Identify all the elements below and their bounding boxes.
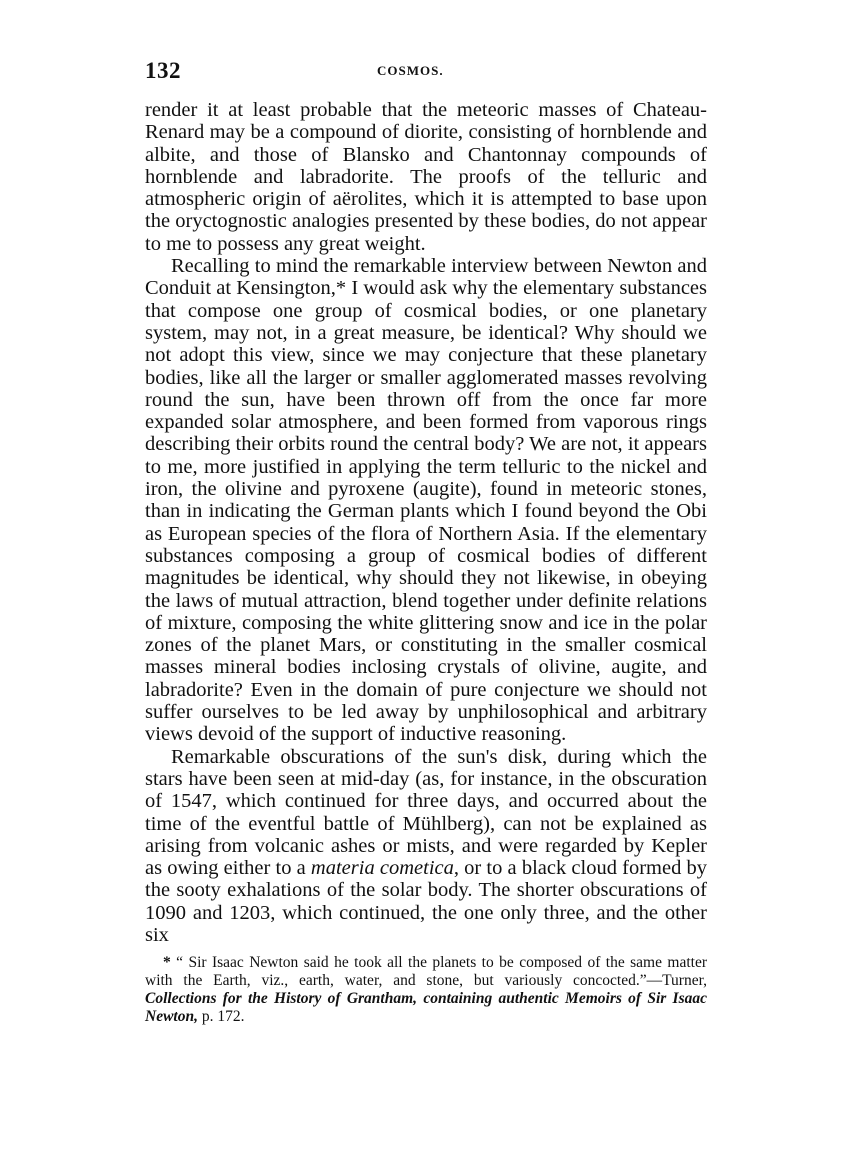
italic-term: materia cometica xyxy=(310,857,454,880)
footnote-text: “ Sir Isaac Newton said he took all the planets to be composed of the same matter with the Earth, viz., earth, water, and stone, but variously concocted.”—Turner, xyxy=(145,954,707,990)
book-page xyxy=(145,58,707,1042)
running-head xyxy=(145,58,707,86)
paragraph-text: Remarkable obscurations of the sun's disk, during which the stars have been seen at mid-day (as, for instance, in the obscuration of 1547, which continued for three days, and occurred about the time of the eventful battle of Mühlberg), can not be explained as arising from volcanic ashes or mists, and were regarded by Kepler as owing either to a xyxy=(145,745,707,880)
running-title: COSMOS. xyxy=(377,63,444,78)
paragraph-newton-conduit: Recalling to mind the remarkable interview between Newton and Conduit at Kensington,* I would ask why the elementary substances that compose one group of cosmical bodies, or one planetary system, may not, in a great measure, be identical? Why should we not adopt this view, since we may conjecture that these planetary bodies, like all the larger or smaller agglomerated masses revolving round the sun, have been thrown off from the once far more expanded solar atmosphere, and been formed from vaporous rings describing their orbits round the central body? We are not, it appears to me, more justified in applying the term telluric to the nickel and iron, the olivine and pyroxene (augite), found in meteoric stones, than in indicating the German plants which I found beyond the Obi as European species of the flora of Northern Asia. If the elementary substances composing a group of cosmical bodies of different magnitudes be identical, why should they not likewise, in obeying the laws of mutual attraction, blend together under definite relations of mixture, composing the white glittering snow and ice in the polar zones of the planet Mars, or constituting in the smaller cosmical masses mineral bodies inclosing crystals of olivine, augite, and labradorite? Even in the domain of pure conjecture we should not suffer ourselves to be led away by unphilosophical and arbitrary views devoid of the support of inductive reasoning. xyxy=(145,255,707,746)
page-number: 132 xyxy=(145,58,181,83)
footnote-marker: * xyxy=(163,954,171,972)
paragraph-text: , or to a black cloud formed by the sooty exhalations of the solar body. The shorter obscurations of 1090 and 1203, which continued, the one only three, and the other six xyxy=(145,857,707,946)
footnote xyxy=(145,954,707,1026)
body-text xyxy=(145,99,707,946)
footnote-text: p. 172. xyxy=(197,1008,245,1026)
paragraph-continuation: render it at least probable that the meteoric masses of Chateau-Renard may be a compound of diorite, consisting of hornblende and albite, and those of Blansko and Chantonnay compounds of hornblende and labradorite. The proofs of the telluric and atmospheric origin of aërolites, which it is attempted to base upon the oryctognostic analogies presented by these bodies, do not appear to me to possess any great weight. xyxy=(145,99,707,255)
footnote-citation-subtitle: containing authentic Memoirs of Sir Isaac Newton, xyxy=(145,990,707,1026)
paragraph-sun-obscurations xyxy=(145,746,707,947)
footnote-citation-title: Collections for the History of Grantham, xyxy=(145,990,418,1008)
